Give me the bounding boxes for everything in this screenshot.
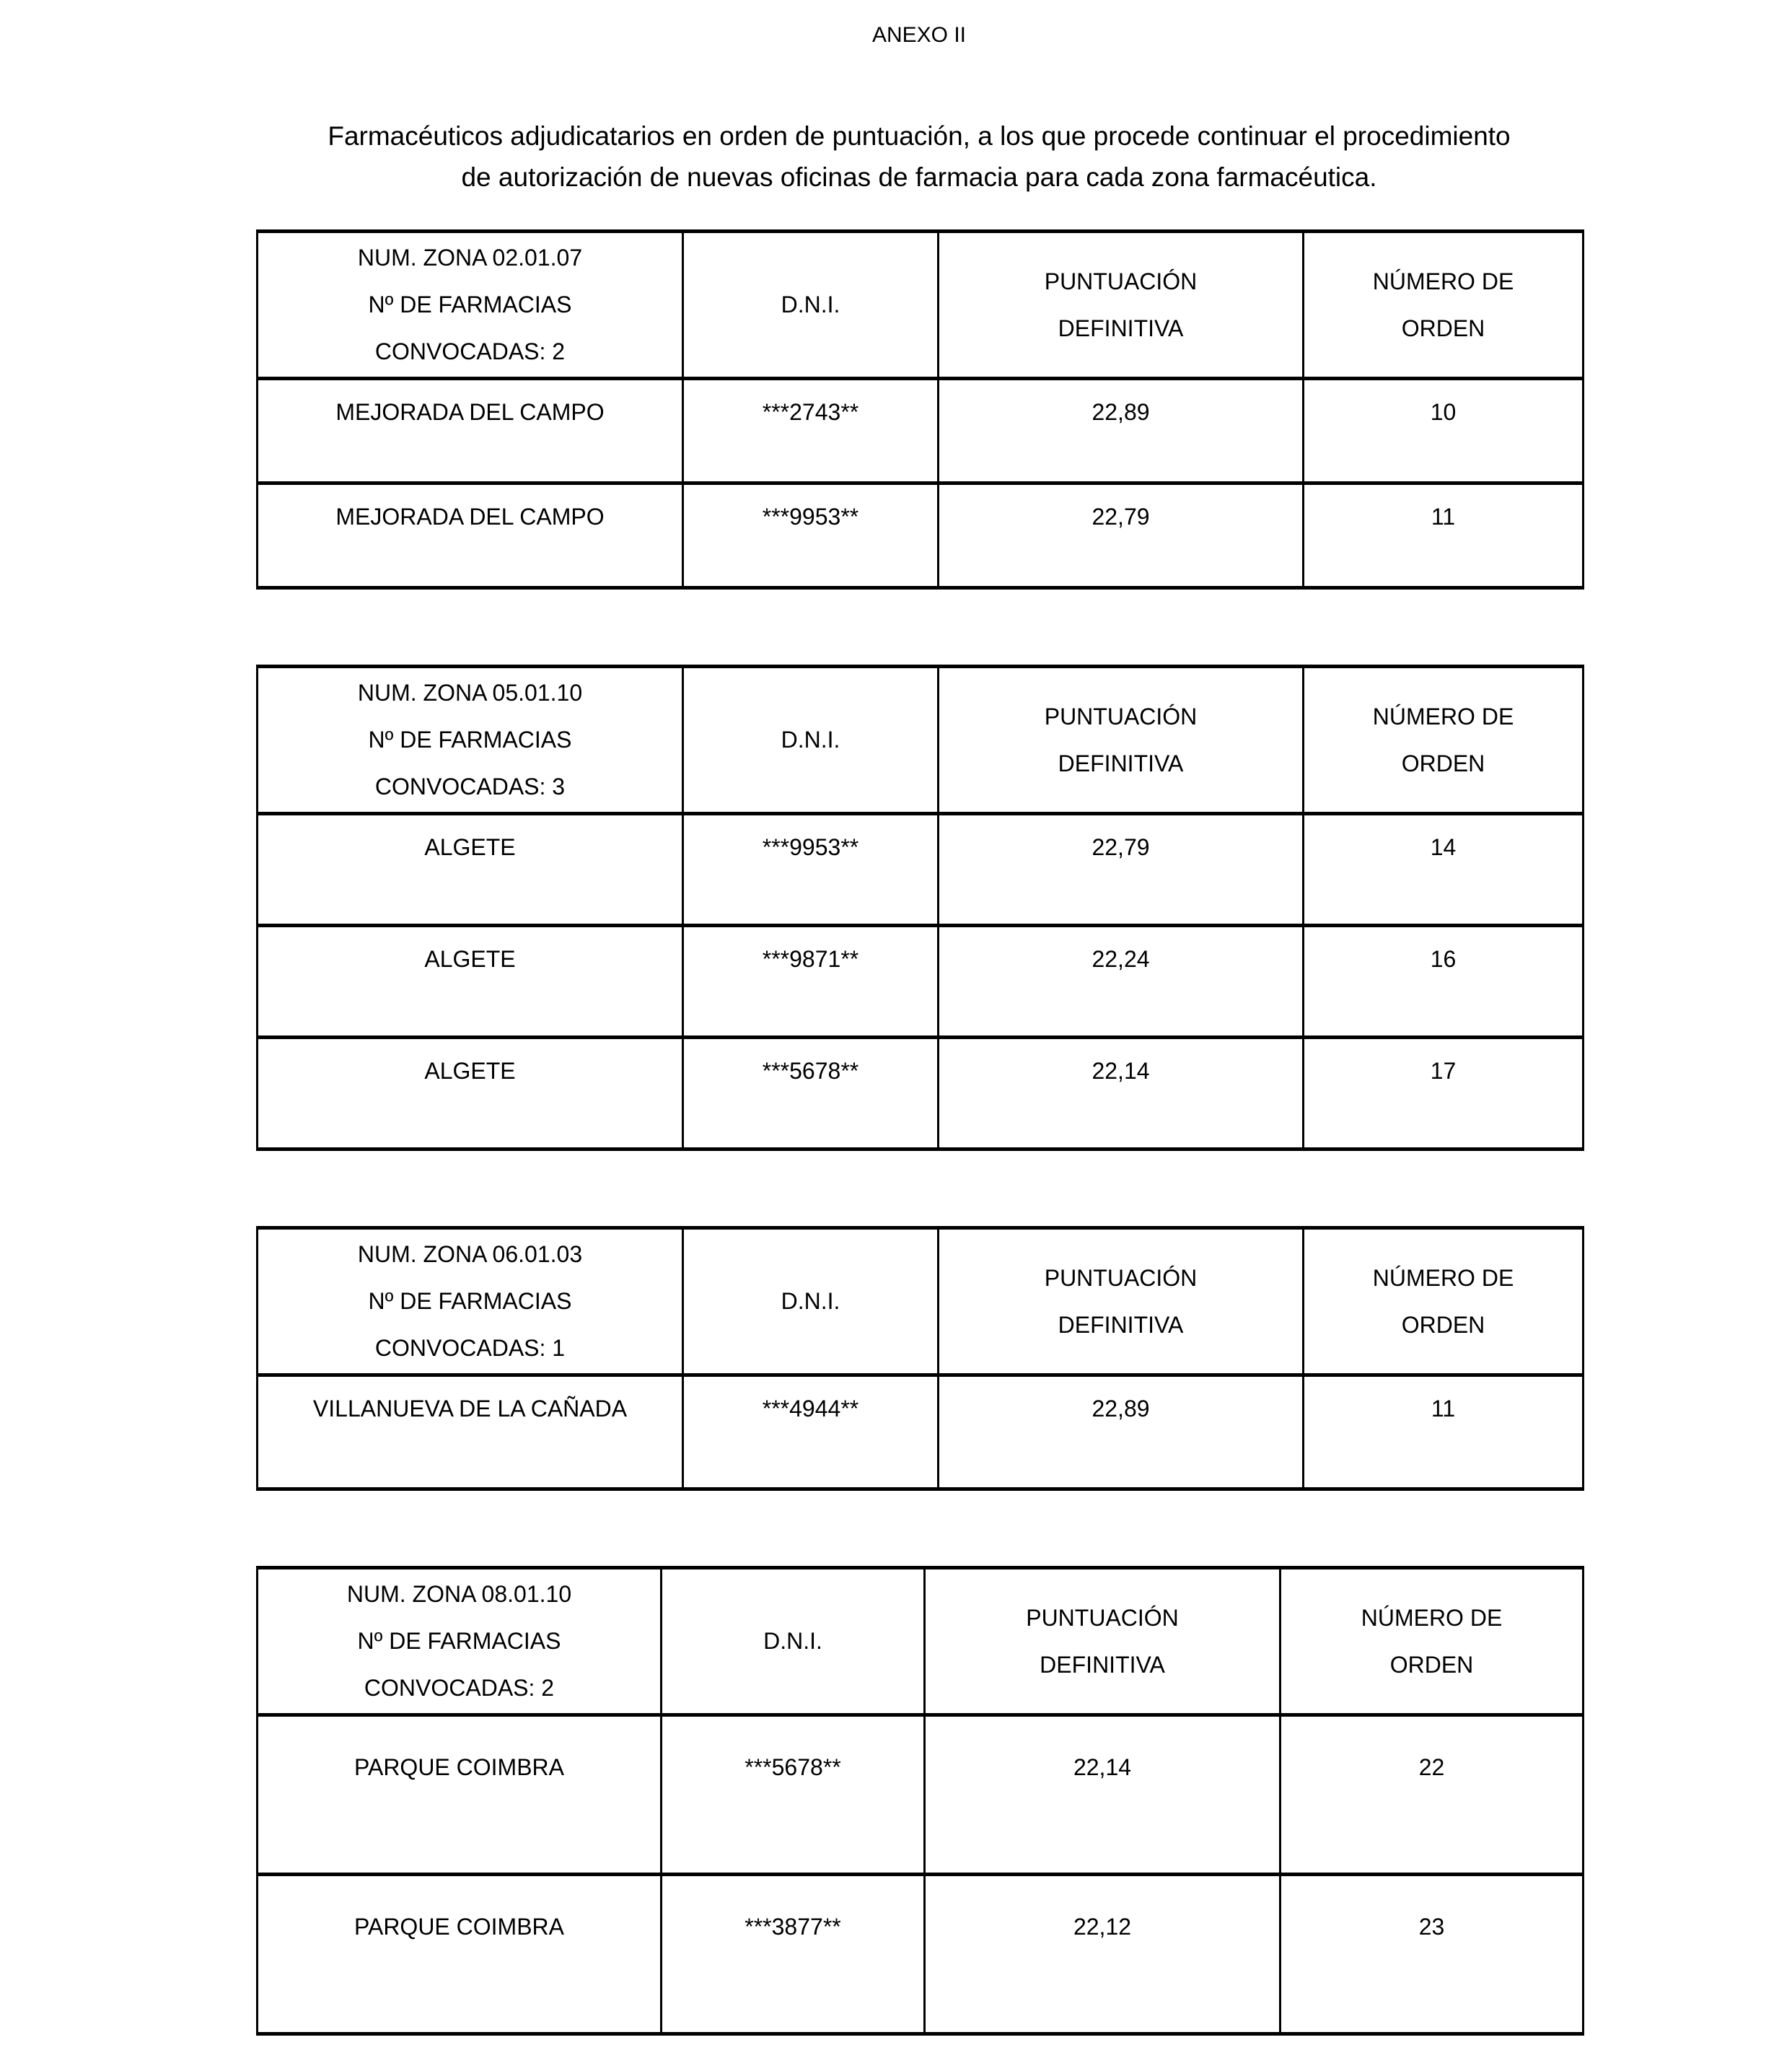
cell-zona: MEJORADA DEL CAMPO bbox=[258, 379, 683, 483]
cell-puntuacion: 22,79 bbox=[939, 483, 1304, 588]
cell-orden: 16 bbox=[1304, 926, 1584, 1038]
table-header-row bbox=[258, 1228, 1584, 1375]
zone-table-02-01-07 bbox=[256, 229, 1584, 590]
document-content bbox=[256, 0, 1582, 2036]
orden-line: NÚMERO DE bbox=[1372, 268, 1514, 294]
cell-orden: 14 bbox=[1304, 814, 1584, 926]
header-zona bbox=[258, 667, 683, 814]
zona-line: NUM. ZONA 06.01.03 bbox=[357, 1241, 583, 1267]
cell-orden: 23 bbox=[1281, 1875, 1584, 2034]
orden-line: NÚMERO DE bbox=[1361, 1604, 1503, 1631]
cell-orden: 17 bbox=[1304, 1038, 1584, 1150]
cell-zona: ALGETE bbox=[258, 814, 683, 926]
zona-line: CONVOCADAS: 1 bbox=[374, 1335, 566, 1361]
table-row bbox=[258, 1715, 1584, 1875]
orden-line: ORDEN bbox=[1401, 750, 1485, 776]
header-dni: D.N.I. bbox=[683, 667, 939, 814]
cell-puntuacion: 22,24 bbox=[939, 926, 1304, 1038]
orden-line: ORDEN bbox=[1389, 1651, 1474, 1678]
zona-line: Nº DE FARMACIAS bbox=[357, 1628, 561, 1654]
cell-dni: ***9953** bbox=[683, 483, 939, 588]
cell-dni: ***9953** bbox=[683, 814, 939, 926]
zona-line: NUM. ZONA 08.01.10 bbox=[346, 1581, 572, 1607]
puntuacion-line: PUNTUACIÓN bbox=[1044, 703, 1198, 730]
table-header-row bbox=[258, 232, 1584, 379]
cell-puntuacion: 22,12 bbox=[925, 1875, 1281, 2034]
zona-line: CONVOCADAS: 2 bbox=[364, 1675, 555, 1701]
cell-dni: ***5678** bbox=[683, 1038, 939, 1150]
cell-zona: PARQUE COIMBRA bbox=[258, 1875, 662, 2034]
orden-line: NÚMERO DE bbox=[1372, 703, 1514, 730]
header-dni: D.N.I. bbox=[683, 232, 939, 379]
table-row bbox=[258, 814, 1584, 926]
table-row bbox=[258, 1875, 1584, 2034]
orden-line: ORDEN bbox=[1401, 1311, 1485, 1338]
table-row bbox=[258, 379, 1584, 483]
table-row bbox=[258, 1375, 1584, 1489]
intro-line-2: de autorización de nuevas oficinas de farmacia para cada zona farmacéutica. bbox=[461, 162, 1377, 192]
cell-orden: 10 bbox=[1304, 379, 1584, 483]
puntuacion-line: DEFINITIVA bbox=[1040, 1651, 1165, 1678]
puntuacion-line: DEFINITIVA bbox=[1058, 1311, 1184, 1338]
orden-line: ORDEN bbox=[1401, 315, 1485, 341]
cell-puntuacion: 22,89 bbox=[939, 1375, 1304, 1489]
zona-line: CONVOCADAS: 3 bbox=[374, 774, 566, 800]
cell-zona: ALGETE bbox=[258, 1038, 683, 1150]
zona-line: Nº DE FARMACIAS bbox=[368, 1288, 572, 1314]
zone-table-05-01-10 bbox=[256, 665, 1584, 1151]
puntuacion-line: DEFINITIVA bbox=[1058, 750, 1184, 776]
cell-orden: 11 bbox=[1304, 483, 1584, 588]
cell-orden: 11 bbox=[1304, 1375, 1584, 1489]
intro-line-1: Farmacéuticos adjudicatarios en orden de puntuación, a los que procede continuar el procedimiento bbox=[328, 121, 1511, 151]
header-orden bbox=[1304, 1228, 1584, 1375]
cell-dni: ***9871** bbox=[683, 926, 939, 1038]
header-zona bbox=[258, 232, 683, 379]
header-puntuacion bbox=[939, 1228, 1304, 1375]
cell-puntuacion: 22,89 bbox=[939, 379, 1304, 483]
table-row bbox=[258, 926, 1584, 1038]
zona-line: Nº DE FARMACIAS bbox=[368, 292, 572, 318]
zona-line: Nº DE FARMACIAS bbox=[368, 727, 572, 753]
table-row bbox=[258, 483, 1584, 588]
header-zona bbox=[258, 1568, 662, 1715]
cell-puntuacion: 22,14 bbox=[939, 1038, 1304, 1150]
zona-line: NUM. ZONA 05.01.10 bbox=[357, 680, 583, 706]
cell-dni: ***5678** bbox=[662, 1715, 925, 1875]
puntuacion-line: PUNTUACIÓN bbox=[1044, 1264, 1198, 1291]
table-row bbox=[258, 1038, 1584, 1150]
cell-zona: PARQUE COIMBRA bbox=[258, 1715, 662, 1875]
header-puntuacion bbox=[925, 1568, 1281, 1715]
zone-table-06-01-03 bbox=[256, 1226, 1584, 1491]
orden-line: NÚMERO DE bbox=[1372, 1264, 1514, 1291]
puntuacion-line: DEFINITIVA bbox=[1058, 315, 1184, 341]
cell-dni: ***4944** bbox=[683, 1375, 939, 1489]
header-puntuacion bbox=[939, 232, 1304, 379]
header-dni: D.N.I. bbox=[662, 1568, 925, 1715]
puntuacion-line: PUNTUACIÓN bbox=[1044, 268, 1198, 294]
cell-dni: ***2743** bbox=[683, 379, 939, 483]
header-dni: D.N.I. bbox=[683, 1228, 939, 1375]
table-header-row bbox=[258, 667, 1584, 814]
header-puntuacion bbox=[939, 667, 1304, 814]
intro-paragraph bbox=[256, 115, 1582, 198]
page-title: ANEXO II bbox=[871, 23, 967, 47]
header-orden bbox=[1304, 667, 1584, 814]
cell-orden: 22 bbox=[1281, 1715, 1584, 1875]
header-orden bbox=[1281, 1568, 1584, 1715]
table-header-row bbox=[258, 1568, 1584, 1715]
puntuacion-line: PUNTUACIÓN bbox=[1026, 1604, 1179, 1631]
cell-zona: ALGETE bbox=[258, 926, 683, 1038]
cell-puntuacion: 22,79 bbox=[939, 814, 1304, 926]
cell-dni: ***3877** bbox=[662, 1875, 925, 2034]
cell-zona: VILLANUEVA DE LA CAÑADA bbox=[258, 1375, 683, 1489]
zona-line: CONVOCADAS: 2 bbox=[374, 338, 566, 364]
cell-puntuacion: 22,14 bbox=[925, 1715, 1281, 1875]
cell-zona: MEJORADA DEL CAMPO bbox=[258, 483, 683, 588]
zona-line: NUM. ZONA 02.01.07 bbox=[357, 245, 583, 271]
header-zona bbox=[258, 1228, 683, 1375]
header-orden bbox=[1304, 232, 1584, 379]
zone-table-08-01-10 bbox=[256, 1566, 1584, 2036]
